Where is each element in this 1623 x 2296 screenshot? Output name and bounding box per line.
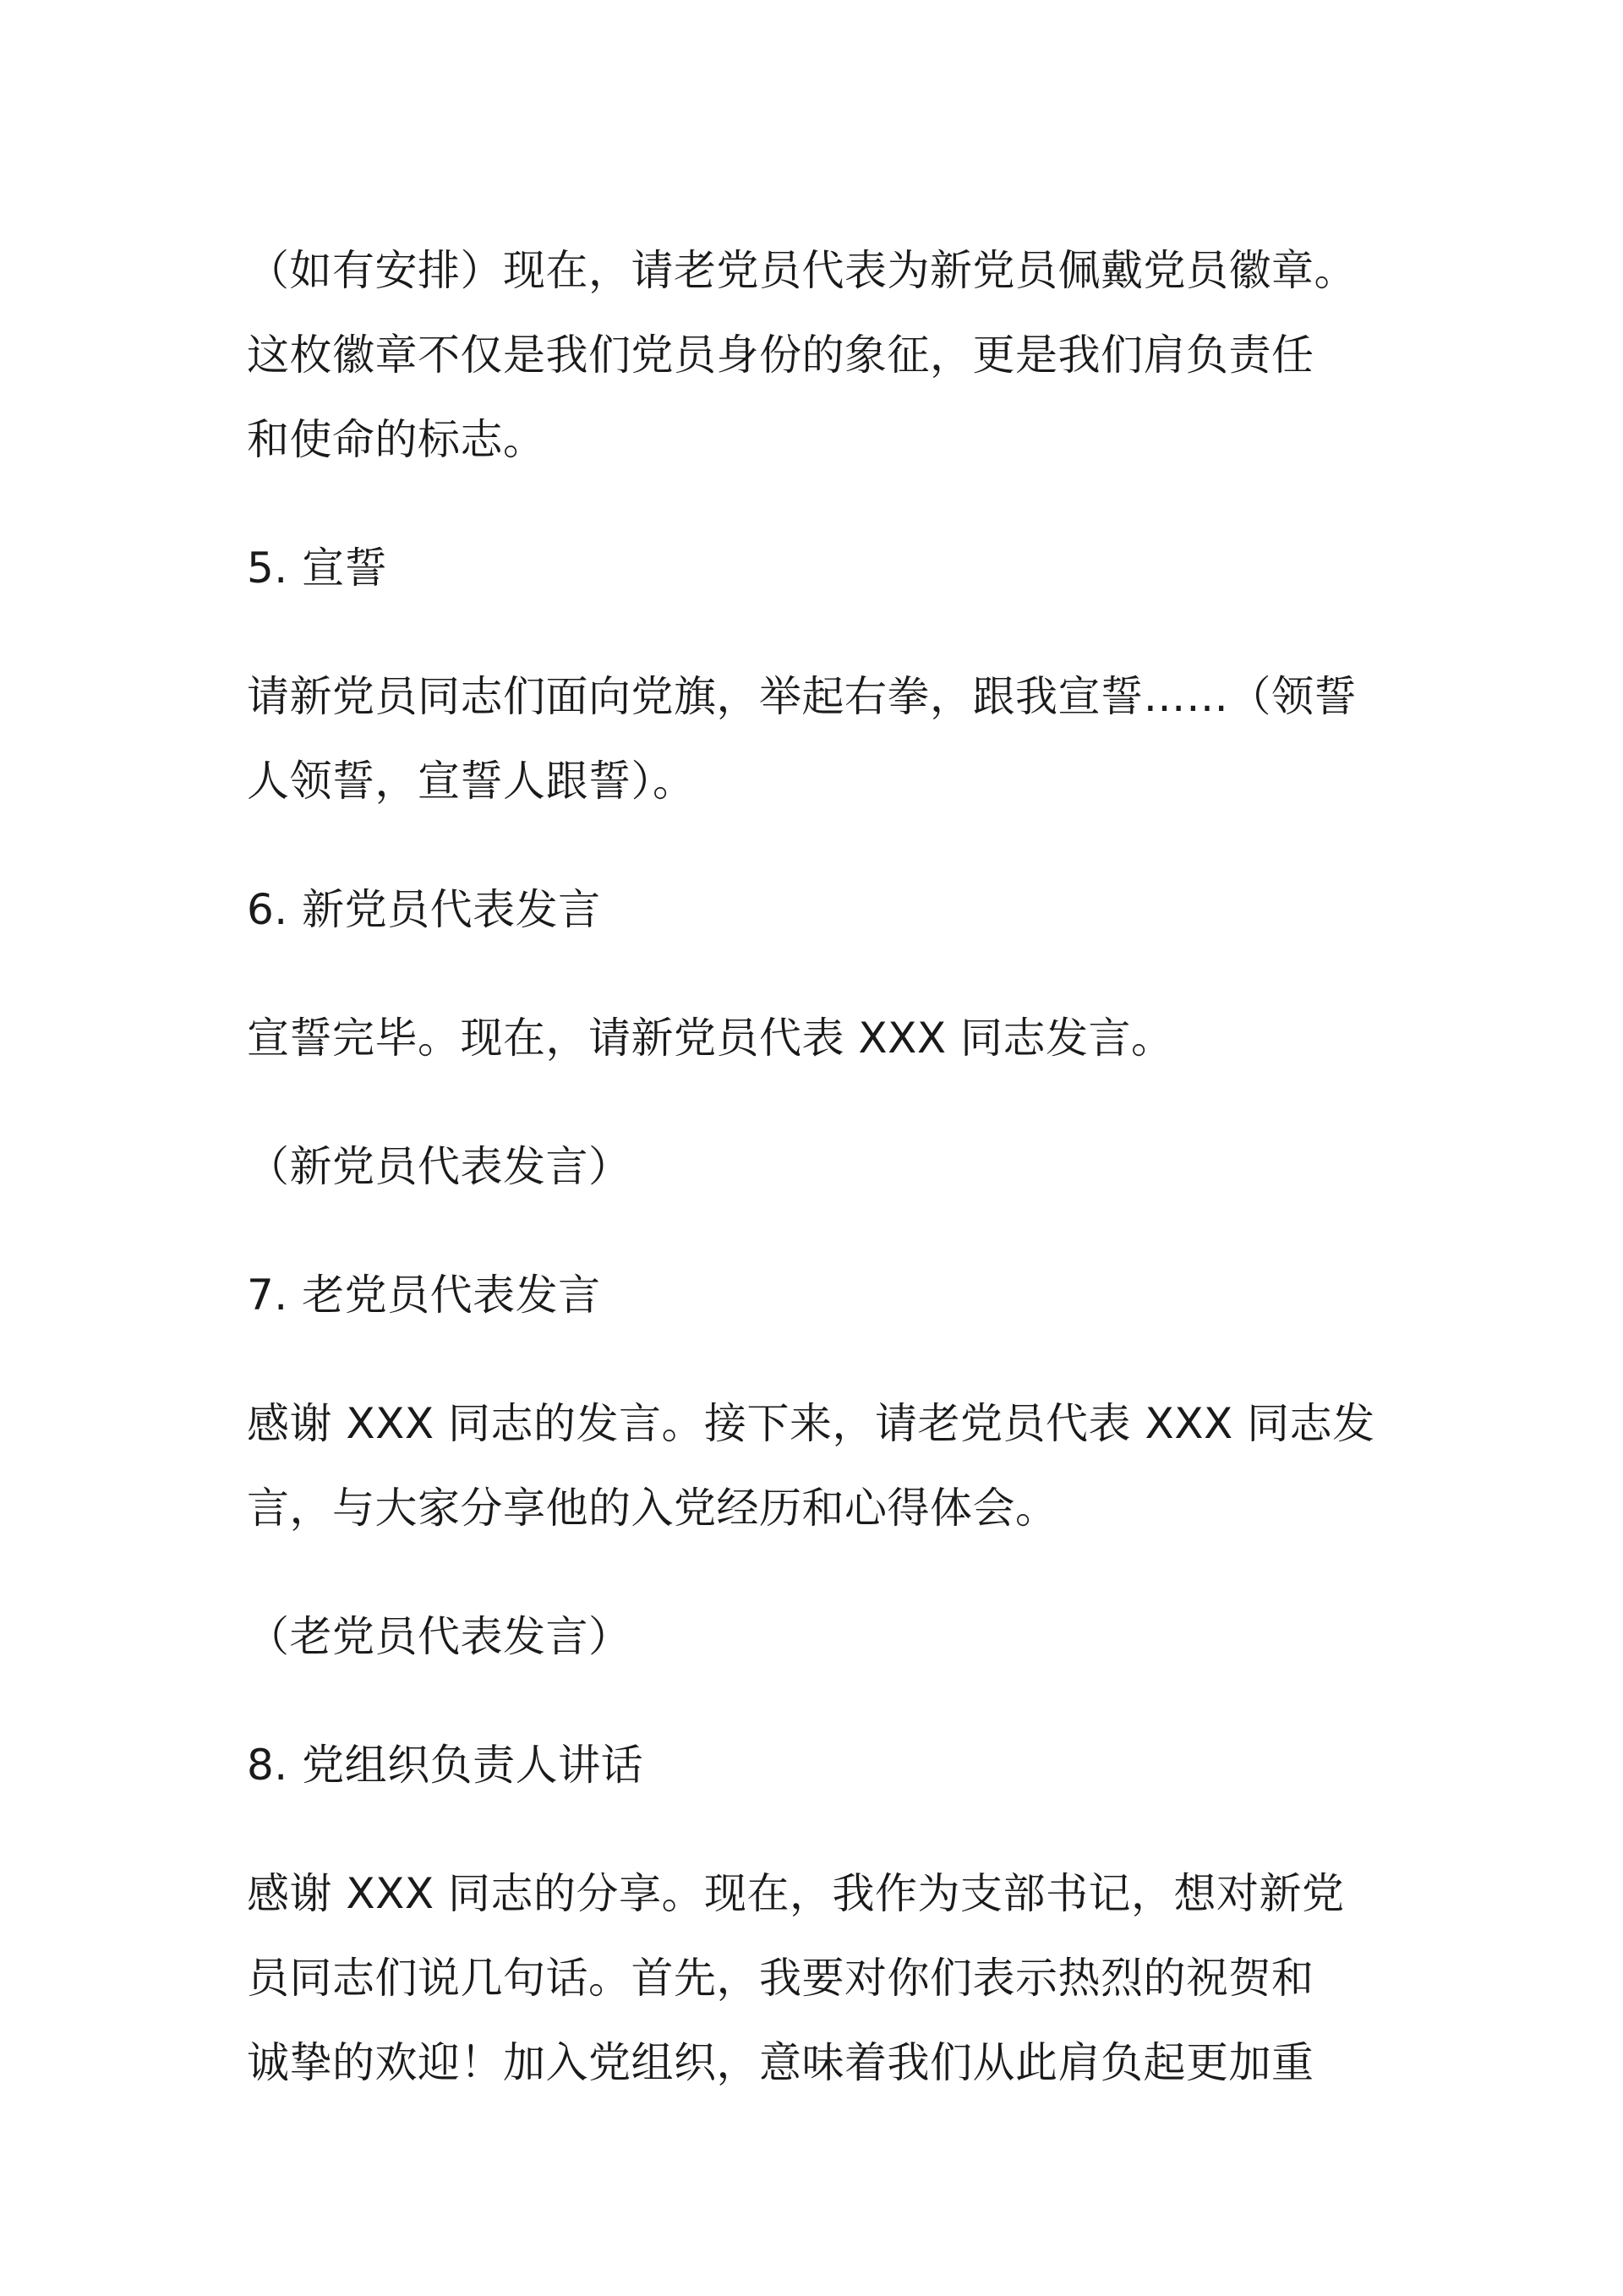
paragraph-leader-speech (247, 1851, 1413, 2105)
text-line: 6. 新党员代表发言 (247, 885, 601, 934)
paragraph-old-member-speech (247, 1381, 1413, 1550)
text-line: 和使命的标志。 (247, 415, 546, 464)
text-line: 诚挚的欢迎！加入党组织，意味着我们从此肩负起更加重 (247, 2038, 1314, 2087)
text-line: 言，与大家分享他的入党经历和心得体会。 (247, 1484, 1058, 1533)
heading-new-member-speech (247, 867, 1413, 952)
paragraph-oath (247, 654, 1413, 823)
document-page (247, 228, 1413, 2149)
text-line: 8. 党组织负责人讲话 (247, 1741, 644, 1790)
text-line: 这枚徽章不仅是我们党员身份的象征，更是我们肩负责任 (247, 331, 1314, 380)
text-line: 感谢 XXX 同志的发言。接下来，请老党员代表 XXX 同志发 (247, 1399, 1375, 1448)
paragraph-new-member-speech (247, 996, 1413, 1080)
text-line: 人领誓，宣誓人跟誓）。 (247, 757, 696, 806)
note-old-member-speech (247, 1594, 1413, 1679)
text-line: 员同志们说几句话。首先，我要对你们表示热烈的祝贺和 (247, 1954, 1314, 2003)
text-line: 感谢 XXX 同志的分享。现在，我作为支部书记，想对新党 (247, 1869, 1345, 1918)
text-line: （老党员代表发言） (247, 1612, 631, 1661)
heading-oath (247, 526, 1413, 610)
note-new-member-speech (247, 1124, 1413, 1209)
text-line: 7. 老党员代表发言 (247, 1271, 601, 1320)
text-line: 请新党员同志们面向党旗，举起右拳，跟我宣誓……（领誓 (247, 672, 1357, 721)
heading-leader-speech (247, 1723, 1413, 1807)
paragraph-badge (247, 228, 1413, 482)
text-line: （如有安排）现在，请老党员代表为新党员佩戴党员徽章。 (247, 246, 1357, 295)
heading-old-member-speech (247, 1253, 1413, 1337)
text-line: 宣誓完毕。现在，请新党员代表 XXX 同志发言。 (247, 1014, 1174, 1063)
text-line: 5. 宣誓 (247, 544, 388, 593)
text-line: （新党员代表发言） (247, 1142, 631, 1191)
